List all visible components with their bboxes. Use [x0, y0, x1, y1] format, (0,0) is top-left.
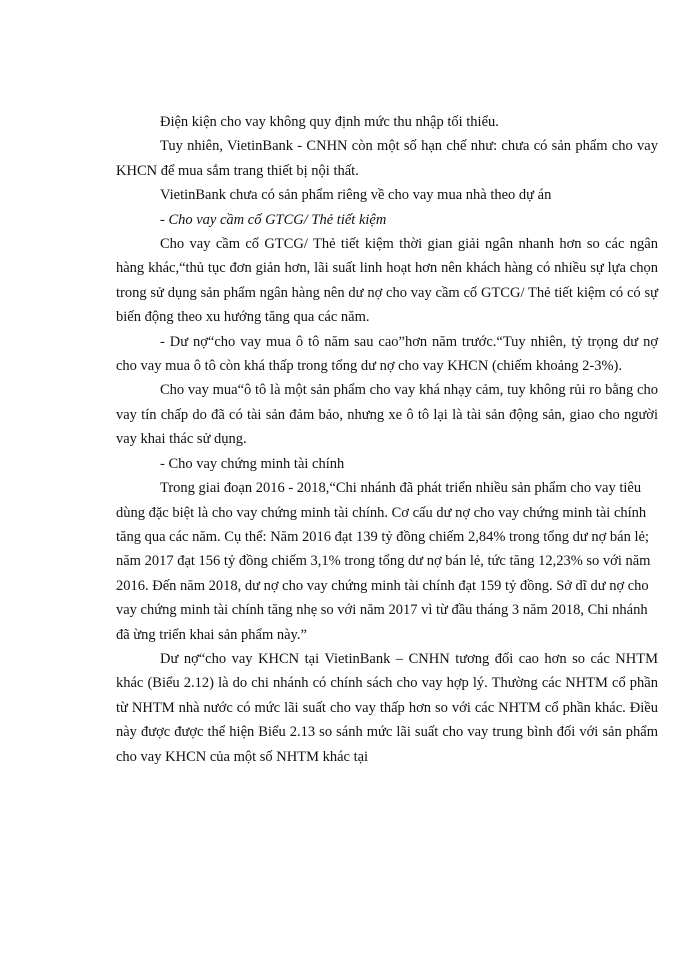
paragraph-housing-loan: VietinBank chưa có sản phẩm riêng về cho vay mua nhà theo dự án — [160, 187, 552, 204]
paragraph-car-loan-risk: Cho vay mua“ô tô là một sản phẩm cho vay khá nhạy cảm, tuy không rủi ro bằng cho vay tín chấp do đã có tài sản đảm bảo, nhưng xe ô tô lại là tài sản động sản, giao cho người vay khai thác sử dụng. — [116, 382, 658, 448]
paragraph-pledge-loan: Cho vay cầm cố GTCG/ Thẻ tiết kiệm thời gian giải ngân nhanh hơn so các ngân hàng khác,“thủ tục đơn giản hơn, lãi suất linh hoạt hơn nên khách hàng có nhiều sự lựa chọn trong sử dụng sản phẩm ngân hàng nên dư nợ cho vay cầm cố GTCG/ Thẻ tiết kiệm có có sự biến động theo xu hướng tăng qua các năm. — [116, 236, 658, 326]
paragraph-limitations: Tuy nhiên, VietinBank - CNHN còn một số hạn chế như: chưa có sản phẩm cho vay KHCN để mua sắm trang thiết bị nội thất. — [116, 138, 658, 179]
paragraph-loan-conditions: Điện kiện cho vay không quy định mức thu nhập tối thiểu. — [160, 114, 499, 130]
paragraph-financial-proof-loan: Trong giai đoạn 2016 - 2018,“Chi nhánh đã phát triển nhiều sản phẩm cho vay tiêu dùng đặc biệt là cho vay chứng minh tài chính. Cơ cấu dư nợ cho vay chứng minh tài chính tăng qua các năm. Cụ thể: Năm 2016 đạt 139 tỷ đồng chiếm 2,84% trong tổng dư nợ bán lẻ; năm 2017 đạt 156 tỷ đồng chiếm 3,1% trong tổng dư nợ bán lẻ, tức tăng 12,23% so với năm 2016. Đến năm 2018, dư nợ cho vay chứng minh tài chính đạt 159 tỷ đồng. Sở dĩ dư nợ cho vay chứng minh tài chính tăng nhẹ so với năm 2017 vì từ đầu tháng 3 năm 2018, Chi nhánh đã ừng triển khai sản phẩm này.” — [116, 480, 651, 643]
section-heading-financial-proof-loan: - Cho vay chứng minh tài chính — [160, 455, 345, 472]
paragraph-car-loan-balance: - Dư nợ“cho vay mua ô tô năm sau cao”hơn năm trước.“Tuy nhiên, tỷ trọng dư nợ cho vay mua ô tô còn khá thấp trong tổng dư nợ cho vay KHCN (chiếm khoảng 2-3%). — [116, 333, 658, 375]
document-body — [116, 110, 658, 769]
paragraph-khcn-comparison: Dư nợ“cho vay KHCN tại VietinBank – CNHN tương đối cao hơn so các NHTM khác (Biểu 2.12) là do chi nhánh có chính sách cho vay hợp lý. Thường các NHTM cổ phần từ NHTM nhà nước có mức lãi suất cho vay thấp hơn so với các NHTM cổ phần khác. Điều này được được thể hiện Biểu 2.13 so sánh mức lãi suất cho vay trung bình đối với sản phẩm cho vay KHCN của một số NHTM khác tại — [116, 650, 658, 765]
section-heading-pledge-loan: - Cho vay cầm cố GTCG/ Thẻ tiết kiệm — [160, 211, 387, 228]
